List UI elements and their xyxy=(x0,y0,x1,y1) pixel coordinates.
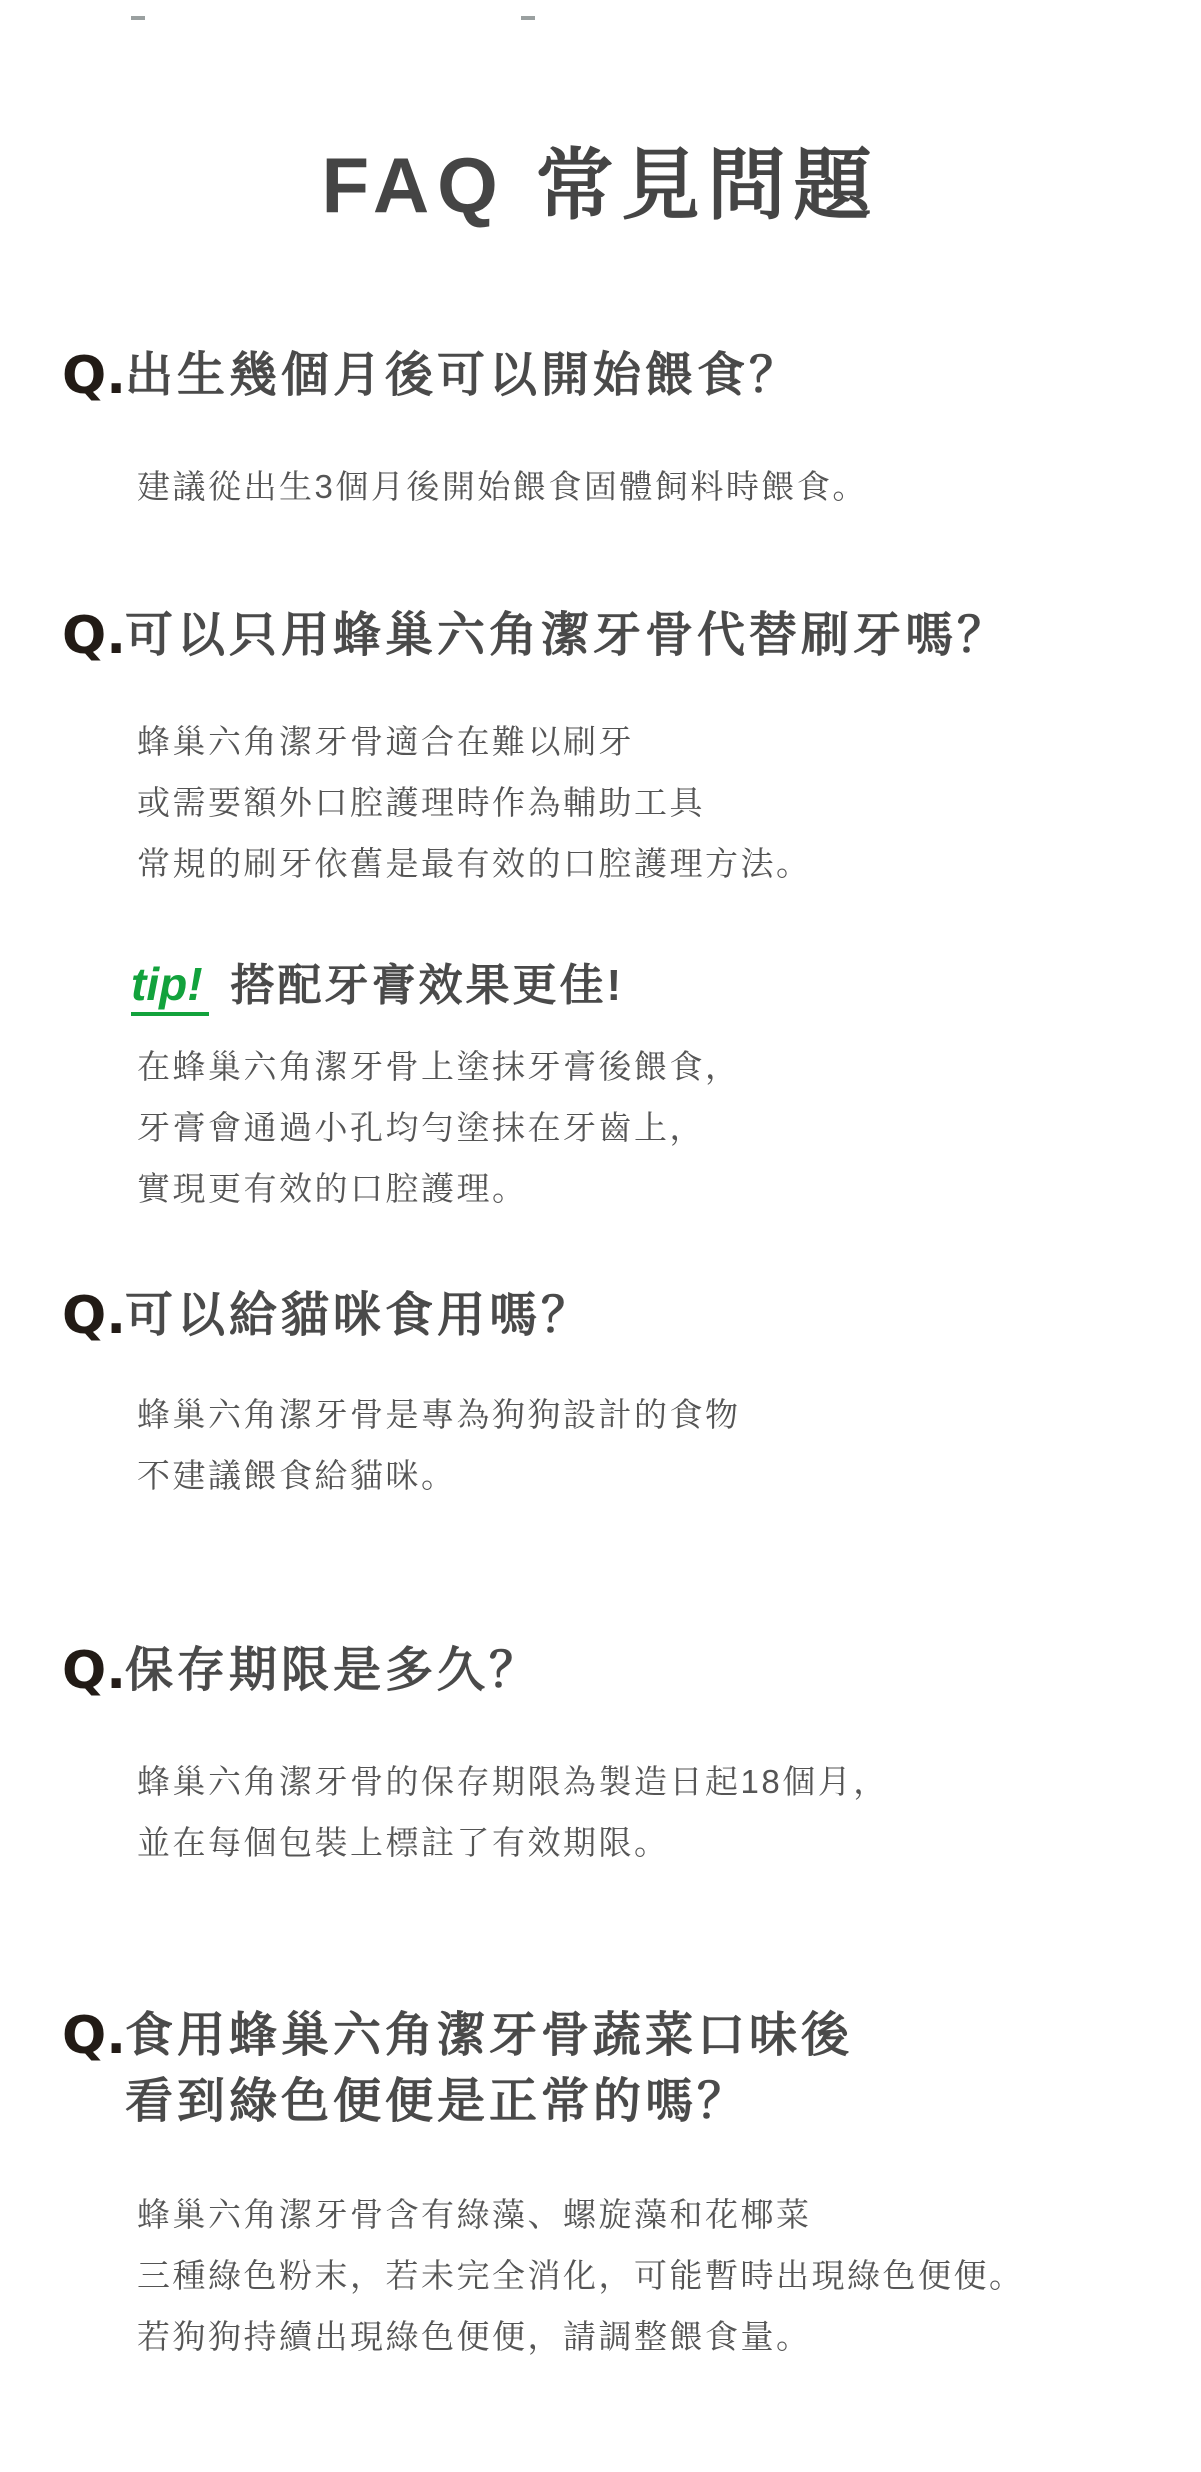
answer-line: 蜂巢六角潔牙骨適合在難以刷牙 xyxy=(137,723,634,760)
question-line: 看到綠色便便是正常的嗎？ xyxy=(125,2075,750,2128)
answer-line: 蜂巢六角潔牙骨是專為狗狗設計的食物 xyxy=(137,1396,741,1433)
answer-text xyxy=(137,1384,1201,1506)
answer-line: 建議從出生3個月後開始餵食固體飼料時餵食。 xyxy=(137,468,868,505)
question-badge: Q. xyxy=(62,1286,126,1346)
crop-artifact-dash xyxy=(521,16,535,20)
question-line: 保存期限是多久？ xyxy=(125,1644,542,1697)
question-row xyxy=(0,603,1201,669)
question-line: 出生幾個月後可以開始餵食？ xyxy=(125,349,802,402)
question-row xyxy=(0,1638,1201,1704)
crop-artifact-dash xyxy=(131,16,145,20)
answer-line: 並在每個包裝上標註了有效期限。 xyxy=(137,1824,670,1861)
page-title: FAQ 常見問題 xyxy=(321,141,880,229)
answer-text xyxy=(137,711,1201,894)
question-badge: Q. xyxy=(62,2006,126,2066)
tip-body-line: 牙膏會通過小孔均勻塗抹在牙齒上， xyxy=(137,1109,705,1146)
answer-line: 不建議餵食給貓咪。 xyxy=(137,1457,457,1494)
tip-label: tip! xyxy=(131,961,209,1016)
question-badge: Q. xyxy=(62,346,126,406)
answer-line: 三種綠色粉末，若未完全消化，可能暫時出現綠色便便。 xyxy=(137,2257,1025,2294)
tip-callout xyxy=(131,956,1201,1219)
question-text xyxy=(125,1283,593,1349)
answer-line: 或需要額外口腔護理時作為輔助工具 xyxy=(137,784,705,821)
question-line: 可以給貓咪食用嗎？ xyxy=(125,1289,594,1342)
faq-item xyxy=(0,603,1201,1219)
question-text xyxy=(125,603,1009,669)
answer-line: 蜂巢六角潔牙骨含有綠藻、螺旋藻和花椰菜 xyxy=(137,2196,812,2233)
answer-line: 蜂巢六角潔牙骨的保存期限為製造日起18個月， xyxy=(137,1763,889,1800)
answer-text xyxy=(137,1751,1201,1873)
question-row xyxy=(0,1283,1201,1349)
faq-item xyxy=(0,2003,1201,2367)
tip-heading-row xyxy=(131,956,1201,1016)
question-text xyxy=(125,2003,853,2135)
question-line: 可以只用蜂巢六角潔牙骨代替刷牙嗎？ xyxy=(125,609,1010,662)
question-badge: Q. xyxy=(62,606,126,666)
question-line: 食用蜂巢六角潔牙骨蔬菜口味後 xyxy=(125,2009,854,2062)
question-row xyxy=(0,343,1201,409)
question-row xyxy=(0,2003,1201,2135)
faq-item xyxy=(0,343,1201,517)
answer-text xyxy=(137,2184,1201,2367)
answer-line: 常規的刷牙依舊是最有效的口腔護理方法。 xyxy=(137,845,812,882)
tip-body xyxy=(137,1036,1201,1219)
answer-line: 若狗狗持續出現綠色便便，請調整餵食量。 xyxy=(137,2318,812,2355)
faq-item xyxy=(0,1283,1201,1506)
tip-body-line: 實現更有效的口腔護理。 xyxy=(137,1170,528,1207)
answer-text xyxy=(137,456,1201,517)
tip-heading: 搭配牙膏效果更佳! xyxy=(230,961,625,1010)
faq-item xyxy=(0,1638,1201,1873)
question-text xyxy=(125,343,801,409)
tip-body-line: 在蜂巢六角潔牙骨上塗抹牙膏後餵食， xyxy=(137,1048,741,1085)
question-badge: Q. xyxy=(62,1641,126,1701)
question-text xyxy=(125,1638,541,1704)
